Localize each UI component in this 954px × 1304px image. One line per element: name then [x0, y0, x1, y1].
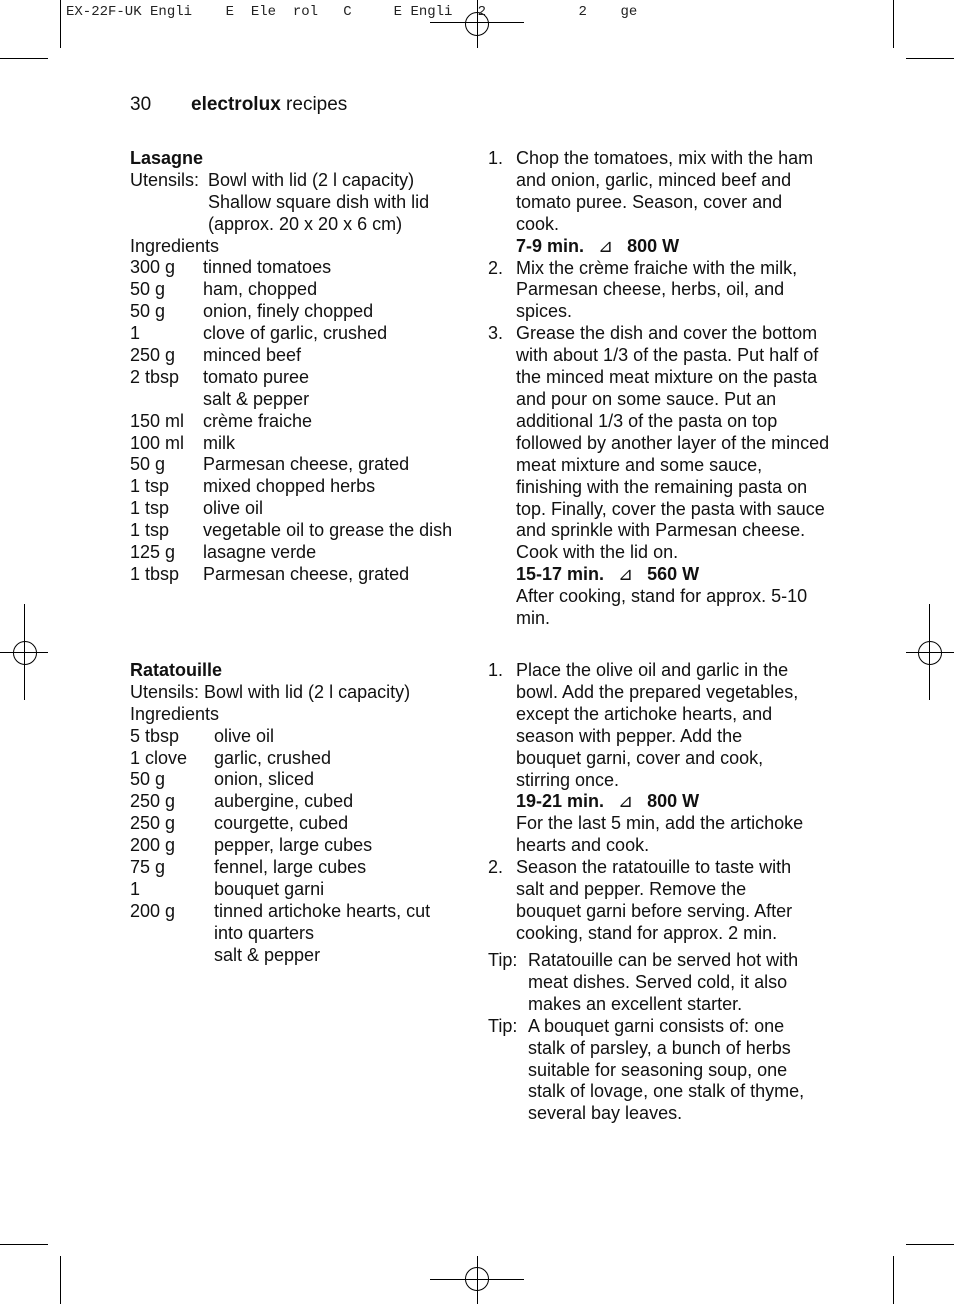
ingredient-name: tomato puree — [203, 366, 310, 387]
ratatouille-tips — [488, 950, 838, 1125]
ingredient-row — [130, 367, 470, 389]
ingredient-name: tinned tomatoes — [203, 257, 332, 278]
ingredient-row — [130, 301, 470, 323]
ingredient-qty: 125 g — [130, 542, 176, 563]
ingredient-name: Parmesan cheese, grated — [203, 563, 410, 584]
step-number: 2. — [488, 257, 504, 278]
ingredient-name: onion, sliced — [214, 769, 315, 790]
microwave-power-icon: ⊿ — [598, 235, 614, 256]
ingredient-name: courgette, cubed — [214, 813, 349, 834]
ingredient-qty: 300 g — [130, 257, 176, 278]
print-slug: EX-22F-UK Engli E Ele rol C E Engli 2 2 ge — [66, 4, 638, 20]
ingredient-row — [130, 901, 470, 923]
step-note: After cooking, stand for approx. 5-10 min. — [516, 586, 808, 629]
ingredient-name: into quarters — [214, 922, 315, 943]
ingredient-row — [130, 345, 470, 367]
section-name: recipes — [280, 94, 348, 115]
ingredient-row — [130, 520, 470, 542]
wattage: 560 W — [647, 564, 700, 585]
method-step — [488, 660, 838, 857]
ingredient-name: garlic, crushed — [214, 747, 332, 768]
step-number: 2. — [488, 857, 504, 878]
ingredient-name: vegetable oil to grease the dish — [203, 520, 453, 541]
tip-text: Ratatouille can be served hot with meat dishes. Served cold, it also makes an excellent starter. — [528, 950, 799, 1014]
ingredient-name: bouquet garni — [214, 878, 325, 899]
ingredient-row — [130, 542, 470, 564]
ingredient-qty: 150 ml — [130, 410, 185, 431]
wattage: 800 W — [647, 791, 700, 812]
ingredient-qty: 50 g — [130, 454, 166, 475]
ingredient-qty: 250 g — [130, 813, 176, 834]
tip-label: Tip: — [488, 950, 518, 970]
step-number: 1. — [488, 660, 504, 680]
utensils-row — [130, 214, 470, 236]
ingredients-label: Ingredients — [130, 703, 220, 724]
ingredient-qty: 1 tsp — [130, 476, 170, 497]
ingredient-name: mixed chopped herbs — [203, 476, 376, 497]
utensils-row — [130, 192, 470, 214]
ingredient-name: tinned artichoke hearts, cut — [214, 900, 431, 921]
method-step — [488, 148, 838, 258]
ingredients-list — [130, 726, 470, 967]
step-number: 3. — [488, 323, 504, 344]
ingredient-name: crème fraiche — [203, 410, 313, 431]
method-step — [488, 258, 838, 324]
brand-title — [191, 94, 347, 116]
ingredient-qty: 75 g — [130, 857, 166, 878]
microwave-power-icon: ⊿ — [618, 791, 634, 812]
ingredient-row — [130, 279, 470, 301]
ingredient-row — [130, 389, 470, 411]
ingredient-row — [130, 433, 470, 455]
lasagne-ingredients-column — [130, 148, 470, 586]
ingredient-row — [130, 726, 470, 748]
ingredient-qty: 250 g — [130, 345, 176, 366]
ingredient-qty: 50 g — [130, 769, 166, 790]
ingredient-name: ham, chopped — [203, 279, 318, 300]
method-step — [488, 857, 838, 945]
ingredient-row — [130, 748, 470, 770]
ingredient-row — [130, 857, 470, 879]
ingredient-qty: 50 g — [130, 301, 166, 322]
ingredient-name: minced beef — [203, 345, 302, 366]
cook-time: 15-17 min. — [516, 564, 605, 585]
ingredient-name: salt & pepper — [203, 388, 310, 409]
step-text: Mix the crème fraiche with the milk, Parmesan cheese, herbs, oil, and spices. — [516, 257, 798, 322]
power-setting — [516, 564, 838, 586]
microwave-power-icon: ⊿ — [618, 564, 634, 585]
ingredient-row — [130, 835, 470, 857]
ingredient-row — [130, 476, 470, 498]
tip-text: A bouquet garni consists of: one stalk of parsley, a bunch of herbs suitable for seasoning soup, one stalk of lovage, one stalk of thyme, several bay leaves. — [528, 1015, 805, 1124]
ingredient-name: lasagne verde — [203, 542, 317, 563]
ingredient-qty: 250 g — [130, 791, 176, 812]
ingredient-name: milk — [203, 432, 235, 453]
ingredients-list — [130, 257, 470, 585]
step-text: Season the ratatouille to taste with salt and pepper. Remove the bouquet garni before serving. After cooking, stand for approx. 2 min. — [516, 857, 793, 943]
utensil-item: Shallow square dish with lid — [208, 191, 430, 212]
recipe-title: Ratatouille — [130, 660, 223, 680]
page-number: 30 — [130, 94, 152, 115]
ingredient-qty: 1 tsp — [130, 498, 170, 519]
cook-time: 19-21 min. — [516, 791, 605, 812]
ratatouille-ingredients-column — [130, 660, 470, 966]
ingredient-row — [130, 791, 470, 813]
ingredient-row — [130, 323, 470, 345]
ingredient-row — [130, 769, 470, 791]
ingredient-name: Parmesan cheese, grated — [203, 454, 410, 475]
ingredient-qty: 2 tbsp — [130, 366, 180, 387]
ingredient-name: fennel, large cubes — [214, 857, 367, 878]
ingredients-label: Ingredients — [130, 235, 220, 256]
ingredient-qty: 1 tbsp — [130, 563, 180, 584]
ingredient-qty: 100 ml — [130, 432, 185, 453]
utensils-row — [130, 170, 470, 192]
utensils-line: Utensils: Bowl with lid (2 l capacity) — [130, 681, 411, 702]
utensil-item: Bowl with lid (2 l capacity) — [208, 169, 415, 190]
tip — [488, 1016, 838, 1126]
cook-time: 7-9 min. — [516, 235, 585, 256]
step-text: Chop the tomatoes, mix with the ham and onion, garlic, minced beef and tomato puree. Season, cover and cook. — [516, 148, 814, 234]
ingredient-qty: 1 tsp — [130, 520, 170, 541]
ingredient-qty: 200 g — [130, 900, 176, 921]
ingredient-row — [130, 813, 470, 835]
utensil-item: (approx. 20 x 20 x 6 cm) — [208, 213, 403, 234]
ingredient-qty: 1 — [130, 878, 141, 899]
recipe-title: Lasagne — [130, 148, 204, 168]
power-setting — [516, 791, 838, 813]
ratatouille-method — [488, 660, 838, 945]
ingredient-name: clove of garlic, crushed — [203, 323, 388, 344]
ingredient-qty: 200 g — [130, 835, 176, 856]
method-step — [488, 323, 838, 630]
ingredient-row — [130, 945, 470, 967]
ingredient-name: aubergine, cubed — [214, 791, 354, 812]
step-number: 1. — [488, 148, 504, 168]
ingredient-name: olive oil — [203, 498, 264, 519]
ingredient-row — [130, 498, 470, 520]
utensils-label: Utensils: — [130, 169, 200, 190]
ingredient-qty: 50 g — [130, 279, 166, 300]
ingredient-row — [130, 923, 470, 945]
power-setting — [516, 236, 838, 258]
ingredient-qty: 1 — [130, 323, 141, 344]
ingredient-name: pepper, large cubes — [214, 835, 373, 856]
tip — [488, 950, 838, 1016]
ingredient-qty: 1 clove — [130, 747, 188, 768]
tip-label: Tip: — [488, 1015, 518, 1036]
lasagne-method — [488, 148, 838, 630]
step-text: Grease the dish and cover the bottom with about 1/3 of the pasta. Put half of the minced meat mixture on the pasta and pour on some sauce. Put an additional 1/3 of the pasta on top followed by another layer of the minced meat mixture and some sauce, finishing with the remaining pasta on top. Finally, cover the pasta with sauce and sprinkle with Parmesan cheese. Cook with the lid on. — [516, 323, 830, 563]
ingredient-row — [130, 411, 470, 433]
ingredient-row — [130, 257, 470, 279]
ingredient-name: salt & pepper — [214, 944, 321, 965]
step-note: For the last 5 min, add the artichoke hearts and cook. — [516, 813, 804, 856]
ingredient-qty: 5 tbsp — [130, 725, 180, 746]
ingredient-name: olive oil — [214, 725, 275, 746]
ingredient-row — [130, 564, 470, 586]
ingredient-row — [130, 879, 470, 901]
brand-name: electrolux — [191, 94, 281, 115]
wattage: 800 W — [627, 235, 680, 256]
step-text: Place the olive oil and garlic in the bowl. Add the prepared vegetables, except the artichoke hearts, and season with pepper. Add the bouquet garni, cover and cook, stirring once. — [516, 660, 799, 790]
ingredient-name: onion, finely chopped — [203, 301, 374, 322]
ingredient-row — [130, 454, 470, 476]
